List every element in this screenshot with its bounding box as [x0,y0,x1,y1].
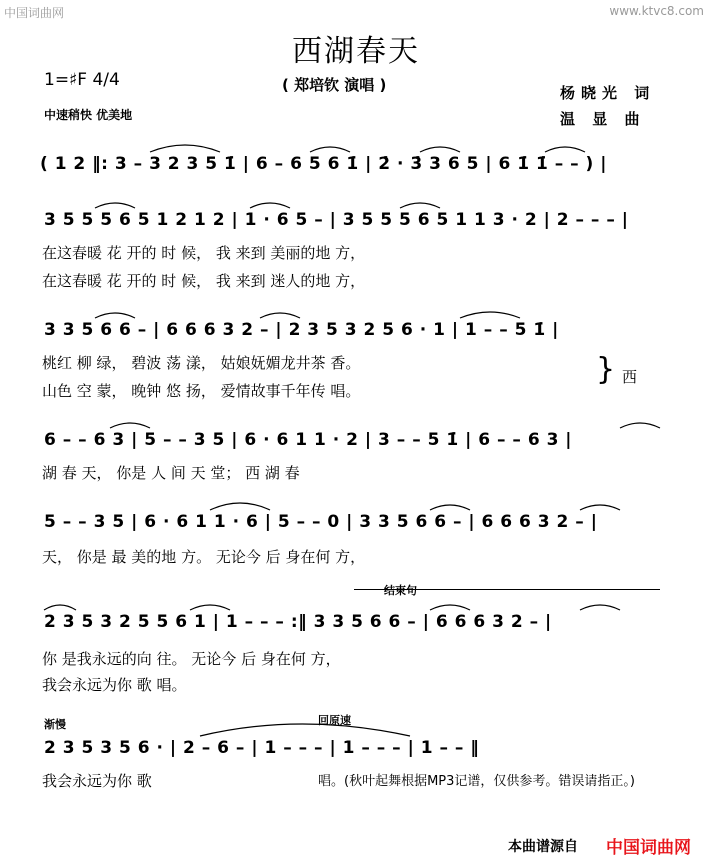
verse-brace: } [596,352,616,387]
slur [200,724,410,736]
score-row-6: 2 3 5 3 2 5 5 6 1 | 1 – – – :‖ 3 3 5 6 6 – | 6 6 6 3 2 – | [44,612,552,632]
lyricist-credit: 杨晓光 词 [560,84,656,102]
slur [190,605,230,610]
lyrics-row-5: 天， 你是 最 美的地 方。 无论今 后 身在何 方， [42,548,366,566]
slur [400,203,440,208]
lyrics-row-3-verse-1: 桃红 柳 绿， 碧波 荡 漾， 姑娘妩媚龙井茶 香。 [42,354,361,372]
performer: ( 郑培钦 演唱 ) [282,76,387,94]
slur [250,203,290,208]
slur [210,503,270,510]
slur [95,203,135,208]
slur [460,312,520,318]
slur [150,145,220,152]
lyrics-row-7-tail: 唱。(秋叶起舞根据MP3记谱，仅供参考。错误请指正。) [318,774,635,789]
score-row-7: 2 3 5 3 5 6 · | 2 – 6 – | 1 – – – | 1 – – – | 1 – – ‖ [44,738,480,758]
slur [44,605,76,610]
slur [310,147,350,152]
lyrics-row-7: 我会永远为你 歌 [42,772,152,790]
tempo-marking: 中速稍快 优美地 [44,108,133,122]
lyrics-row-4: 湖 春 天， 你是 人 间 天 堂； 西 湖 春 [42,464,300,482]
score-row-2: 3 5 5 5 6 5 1 2 1 2 | 1 · 6 5 – | 3 5 5 5 6 5 1 1 3 · 2 | 2 – – – | [44,210,629,230]
slur [580,605,620,610]
slur [430,505,470,510]
song-title: 西湖春天 [292,34,420,69]
lyrics-row-2-verse-1: 在这春暖 花 开的 时 候， 我 来到 美丽的地 方， [42,244,366,262]
a-tempo-marker: 回原速 [318,714,351,727]
slur [95,313,135,318]
slur [420,147,460,152]
lyrics-row-2-verse-2: 在这春暖 花 开的 时 候， 我 来到 迷人的地 方， [42,272,366,290]
slur [260,313,300,318]
slur [580,505,620,510]
watermark-right: www.ktvc8.com [609,4,704,18]
footer-source-label: 本曲谱源自 [508,839,578,855]
lyrics-row-3-verse-2: 山色 空 蒙， 晚钟 悠 扬， 爱情故事千年传 唱。 [42,382,361,400]
composer-credit: 温 显 曲 [560,110,646,128]
side-lyric: 西 [622,368,638,386]
key-signature: 1=♯F 4/4 [44,70,120,90]
score-row-3: 3 3 5 6 6 – | 6 6 6 3 2 – | 2 3 5 3 2 5 6 · 1 | 1 – – 5 1̇ | [44,320,559,340]
score-row-1: ( 1 2 ‖: 3 – 3 2 3 5 1̇ | 6 – 6 5 6 1̇ | 2̇ · 3̇ 3 6 5 | 6 1̇ 1̇ – – ) | [40,154,607,174]
slur [545,147,585,152]
score-row-5: 5 – – 3 5 | 6 · 6 1 1 · 6 | 5 – – 0 | 3 3 5 6 6 – | 6 6 6 3 2 – | [44,512,598,532]
slur [110,423,150,428]
score-row-4: 6 – – 6 3 | 5 – – 3 5 | 6 · 6 1 1 · 2 | 3 – – 5 1̇ | 6 – – 6 3 | [44,430,573,450]
watermark-left: 中国词曲网 [4,6,65,20]
footer-site-link[interactable]: 中国词曲网 [606,838,691,858]
slur [430,605,470,610]
lyrics-row-6-verse-1: 你 是我永远的向 往。 无论今 后 身在何 方， [42,650,341,668]
ritardando-marker: 渐慢 [44,718,66,731]
lyrics-row-6-verse-2: 我会永远为你 歌 唱。 [42,676,187,694]
ending-label: 结束句 [384,584,417,597]
slur [620,423,660,428]
